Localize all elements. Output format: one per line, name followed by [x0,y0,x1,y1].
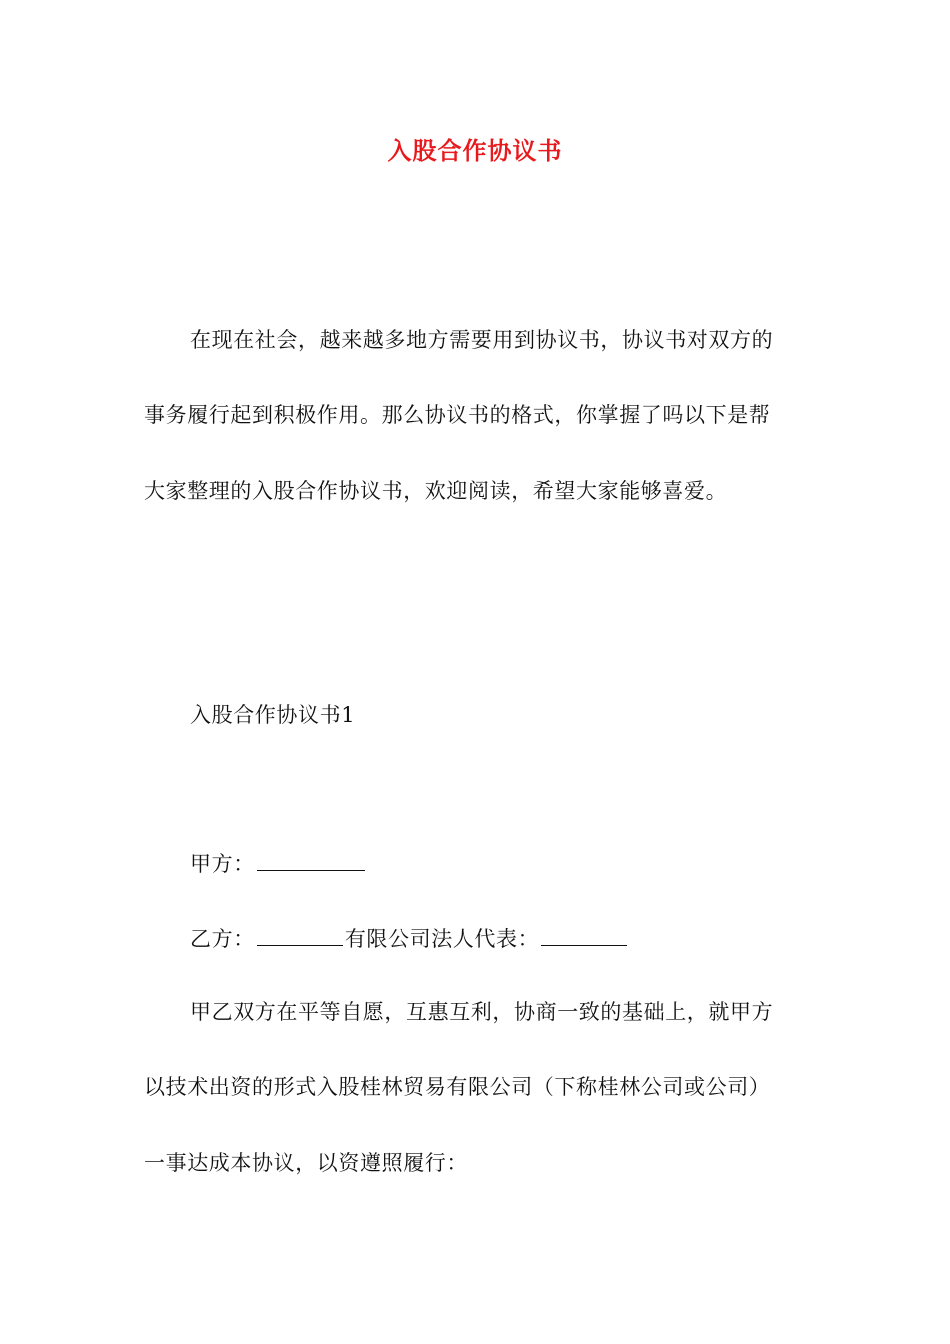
party-b-representative-label: 有限公司法人代表： [344,927,540,951]
document-title: 入股合作协议书 [387,136,563,165]
party-b-company-blank [257,923,343,946]
party-b-line [190,923,629,954]
body-line-2: 以技术出资的形式入股桂林贸易有限公司（下称桂林公司或公司） [144,1075,771,1099]
party-a-blank [257,848,365,871]
party-b-label: 乙方： [190,927,255,951]
party-b-representative-blank [541,923,627,946]
party-a-line [190,848,367,879]
body-line-1: 甲乙双方在平等自愿，互惠互利，协商一致的基础上，就甲方 [190,1000,774,1024]
party-a-label: 甲方： [190,852,255,876]
intro-line-2: 事务履行起到积极作用。那么协议书的格式，你掌握了吗以下是帮 [144,403,771,427]
intro-line-1: 在现在社会，越来越多地方需要用到协议书，协议书对双方的 [190,328,774,352]
body-line-3: 一事达成本协议，以资遵照履行： [144,1151,468,1175]
intro-line-3: 大家整理的入股合作协议书，欢迎阅读，希望大家能够喜爱。 [144,479,728,503]
section-heading: 入股合作协议书1 [190,703,356,727]
